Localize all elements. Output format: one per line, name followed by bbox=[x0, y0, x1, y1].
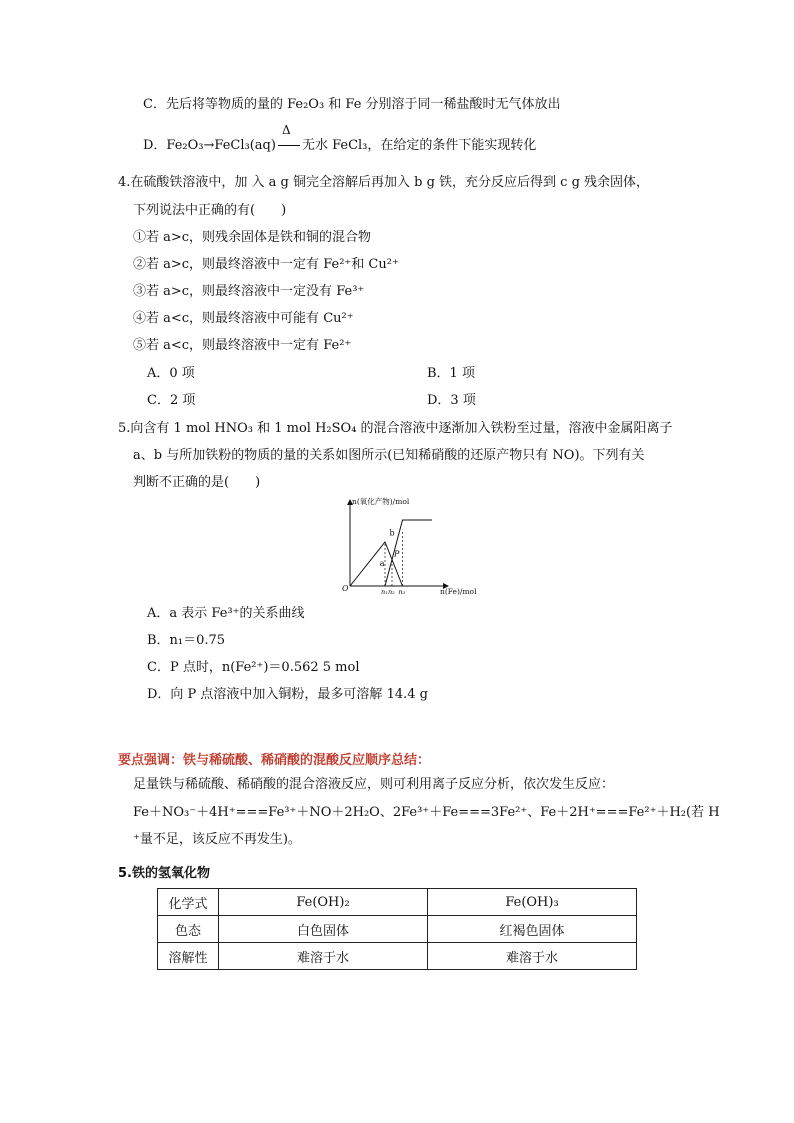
point-label-p: P bbox=[394, 549, 400, 559]
iron-ion-chart bbox=[338, 494, 478, 596]
q4-item-3: ③若 a>c，则最终溶液中一定没有 Fe³⁺ bbox=[133, 284, 365, 299]
q3-option-d-part2: 无水 FeCl₃，在给定的条件下能实现转化 bbox=[301, 138, 537, 153]
x-tick-label: n₂ bbox=[388, 588, 395, 596]
table-cell: 难溶于水 bbox=[219, 943, 428, 970]
x-tick-label: n₃ bbox=[398, 588, 406, 596]
table-cell: 溶解性 bbox=[158, 943, 219, 970]
q5-option-a: A．a 表示 Fe³⁺的关系曲线 bbox=[147, 606, 305, 621]
hydroxide-table bbox=[157, 888, 637, 970]
table-header-cell: Fe(OH)₃ bbox=[428, 889, 637, 916]
emphasis-line3: ⁺量不足，该反应不再发生)。 bbox=[133, 832, 301, 847]
q4-item-5: ⑤若 a<c，则最终溶液中一定有 Fe²⁺ bbox=[133, 338, 352, 353]
q5-option-d: D．向 P 点溶液中加入铜粉，最多可溶解 14.4 g bbox=[147, 687, 428, 702]
heat-symbol: Δ bbox=[281, 123, 291, 137]
q4-option-d: D．3 项 bbox=[427, 393, 476, 408]
y-axis-label: n(氧化产物)/mol bbox=[352, 497, 410, 506]
table-row bbox=[158, 943, 637, 970]
origin-label: O bbox=[342, 584, 349, 593]
section-title: 5.铁的氢氧化物 bbox=[118, 866, 210, 881]
emphasis-title: 要点强调：铁与稀硫酸、稀硝酸的混酸反应顺序总结： bbox=[118, 753, 431, 768]
q4-item-4: ④若 a<c，则最终溶液中可能有 Cu²⁺ bbox=[133, 311, 354, 326]
q3-option-d-part1: D．Fe₂O₃→FeCl₃(aq) bbox=[143, 138, 276, 153]
table-cell: 红褐色固体 bbox=[428, 916, 637, 943]
heat-arrow bbox=[276, 123, 302, 155]
x-axis-label: n(Fe)/mol bbox=[440, 587, 477, 596]
table-cell: 难溶于水 bbox=[428, 943, 637, 970]
q5-stem-line3: 判断不正确的是( ) bbox=[133, 475, 261, 490]
q4-stem-line1: 4.在硫酸铁溶液中，加 入 a g 铜完全溶解后再加入 b g 铁，充分反应后得到 c g 残余固体， bbox=[118, 175, 650, 190]
q4-item-1: ①若 a>c，则残余固体是铁和铜的混合物 bbox=[133, 230, 372, 245]
table-header-row bbox=[158, 889, 637, 916]
table-header-cell: Fe(OH)₂ bbox=[219, 889, 428, 916]
table-cell: 色态 bbox=[158, 916, 219, 943]
q5-option-c: C．P 点时，n(Fe²⁺)＝0.562 5 mol bbox=[147, 660, 360, 675]
table-row bbox=[158, 916, 637, 943]
q4-option-a: A．0 项 bbox=[147, 366, 195, 381]
q3-option-d bbox=[143, 123, 537, 155]
q4-option-c: C．2 项 bbox=[147, 393, 196, 408]
table-header-cell: 化学式 bbox=[158, 889, 219, 916]
series-label-a: a bbox=[379, 559, 385, 568]
q5-stem-line1: 5.向含有 1 mol HNO₃ 和 1 mol H₂SO₄ 的混合溶液中逐渐加入铁粉至过量，溶液中金属阳离子 bbox=[118, 421, 673, 436]
q4-stem-line2: 下列说法中正确的有( ) bbox=[133, 203, 287, 218]
q4-item-2: ②若 a>c，则最终溶液中一定有 Fe²⁺和 Cu²⁺ bbox=[133, 257, 399, 272]
q5-stem-line2: a、b 与所加铁粉的物质的量的关系如图所示(已知稀硝酸的还原产物只有 NO)。下列有关 bbox=[133, 448, 645, 463]
q3-option-c: C．先后将等物质的量的 Fe₂O₃ 和 Fe 分别溶于同一稀盐酸时无气体放出 bbox=[143, 97, 561, 112]
q5-option-b: B．n₁＝0.75 bbox=[147, 633, 226, 648]
series-label-b: b bbox=[389, 528, 395, 538]
q4-option-b: B．1 项 bbox=[427, 366, 475, 381]
x-tick-label: n₁ bbox=[381, 588, 388, 596]
emphasis-line2: Fe＋NO₃⁻＋4H⁺===Fe³⁺＋NO＋2H₂O、2Fe³⁺＋Fe===3Fe²⁺、Fe＋2H⁺===Fe²⁺＋H₂(若 H bbox=[133, 805, 720, 820]
emphasis-line1: 足量铁与稀硫酸、稀硝酸的混合溶液反应，则可利用离子反应分析，依次发生反应： bbox=[133, 777, 615, 792]
table-cell: 白色固体 bbox=[219, 916, 428, 943]
